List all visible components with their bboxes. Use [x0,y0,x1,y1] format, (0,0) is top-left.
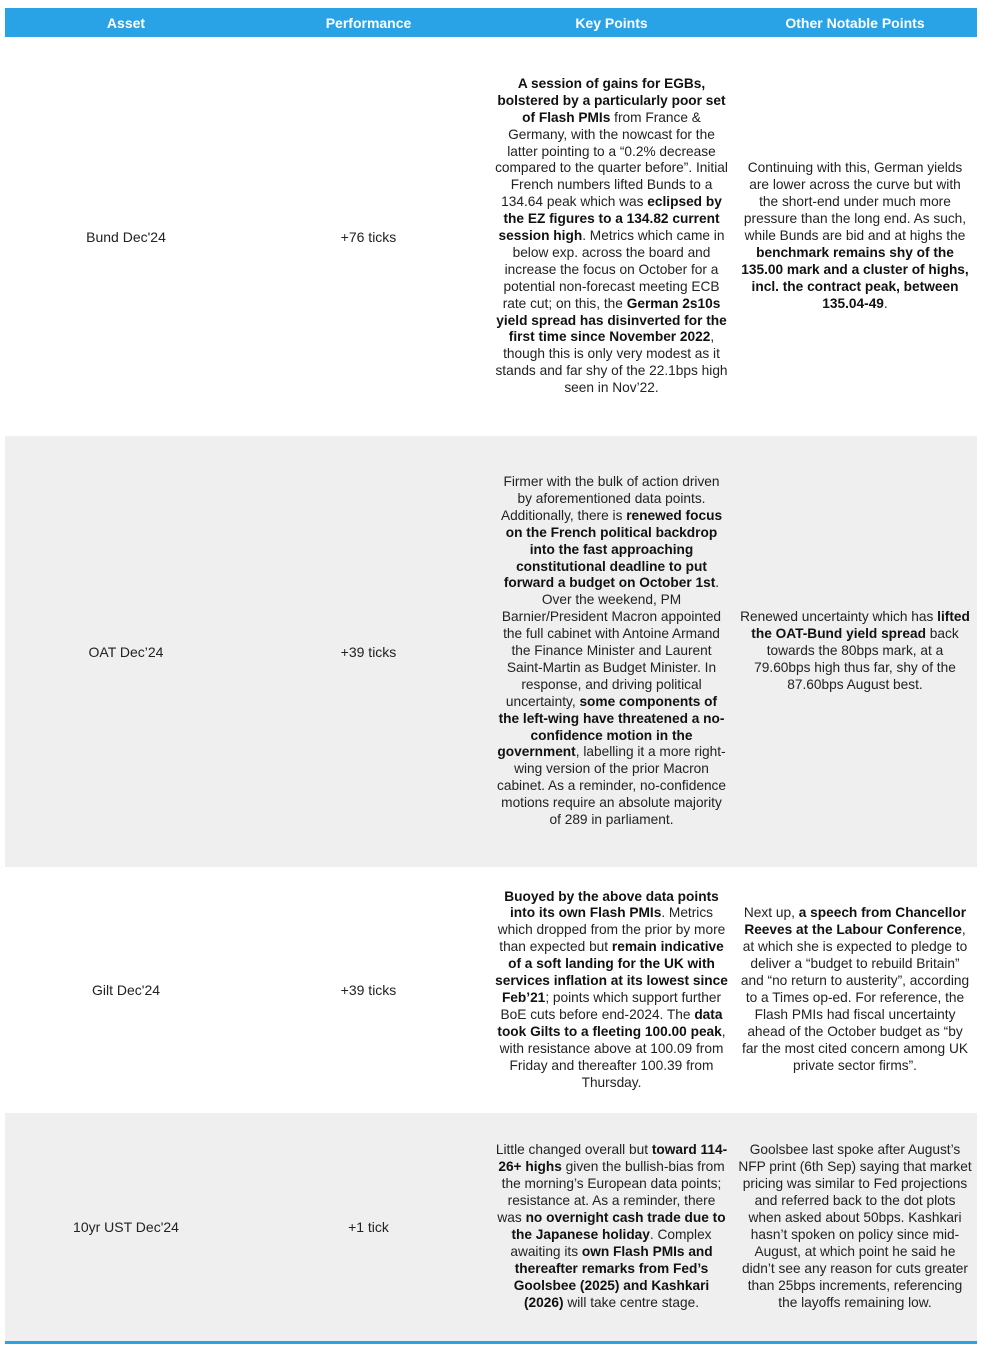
header-asset: Asset [106,14,146,31]
bold-text-segment: renewed focus on the French political backdrop into the fast approaching constitutional deadline to put forward a budget on October 1st [503,507,723,591]
text-segment: given the bullish-bias from the morning’s European data points; resistance at. As a reminder, there was [497,1159,725,1226]
key-points-cell [490,436,733,867]
bold-text-segment: data took Gilts to a fleeting 100.00 peak [497,1006,723,1039]
text-segment: Little changed overall but [495,1142,652,1158]
other-points-cell [733,37,977,436]
other-points-cell [733,867,977,1113]
performance-cell: +39 ticks [340,643,397,660]
asset-cell: Bund Dec'24 [86,228,166,245]
text-segment: from France & Germany, with the nowcast for the latter pointing to a “0.2% decrease compared to the quarter before”. Initial French numbers lifted Bunds to a 134.64 peak which was [495,109,728,210]
text-segment: ; points which support further BoE cuts before end-2024. The [500,990,722,1022]
text-segment: will take centre stage. [563,1294,699,1310]
text-segment: , labelling it a more right-wing version of the prior Macron cabinet. As a reminder, no-confidence motions require an absolute majority of 289 in parliament. [496,744,727,828]
performance-cell: +1 tick [348,1219,389,1235]
bold-text-segment: German 2s10s yield spread has disinverted for the first time since November 2022 [496,295,727,345]
header-key-points: Key Points [575,14,648,31]
text-segment: . Complex awaiting its [510,1227,712,1259]
text-segment: Next up, [743,905,799,921]
bold-text-segment: some components of the left-wing have threatened a no-confidence motion in the government [497,693,725,760]
performance-cell: +76 ticks [340,228,397,245]
bold-text-segment: eclipsed by the EZ figures to a 134.82 current session high [498,194,722,244]
asset-cell: 10yr UST Dec'24 [73,1219,179,1235]
header-performance: Performance [325,14,412,31]
table-header [5,8,977,37]
bold-text-segment: toward 114-26+ highs [498,1142,728,1175]
text-segment: , with resistance above at 100.09 from Friday and thereafter 100.39 from Thursday. [499,1023,726,1090]
text-segment: , at which she is expected to pledge to deliver a “budget to rebuild Britain” and “no return to austerity”, according to a Times op-ed. For reference, the Flash PMIs had fiscal uncertainty ahead of the October budget as “by far the most cited concern among UK private sector firms”. [740,922,970,1073]
bold-text-segment: remain indicative of a soft landing for the UK with services inflation at its lowest since Feb’21 [495,939,728,1005]
other-points-cell [733,436,977,867]
text-segment: back towards the 80bps mark, at a 79.60bps high thus far, shy of the 87.60bps August best. [754,626,959,692]
text-segment: Renewed uncertainty which has [740,609,938,625]
market-table [5,8,977,1344]
text-segment: . [883,295,888,311]
other-points-cell [733,1113,977,1341]
asset-cell: OAT Dec’24 [88,643,164,660]
asset-cell: Gilt Dec'24 [91,982,161,998]
bold-text-segment: own Flash PMIs and thereafter remarks from Fed’s Goolsbee (2025) and Kashkari (2026) [513,1243,713,1310]
text-segment: . Metrics which came in below exp. across the board and increase the focus on October for a potential non-forecast meeting ECB rate cut; on this, the [502,228,725,311]
text-segment: . Metrics which dropped from the prior by more than expected but [497,905,726,955]
table-row [5,867,977,1113]
bold-text-segment: lifted the OAT-Bund yield spread [751,609,970,642]
key-points-cell [490,37,733,436]
performance-cell: +39 ticks [340,982,397,998]
bold-text-segment: no overnight cash trade due to the Japanese holiday [511,1210,726,1242]
text-segment: Goolsbee last spoke after August’s NFP print (6th Sep) saying that market pricing was similar to Fed projections and referred back to the dot plots when asked about 50bps. Kashkari hasn’t spoken on policy since mid-August, at which point he said he didn’t see any reason for cuts greater than 25bps increments, referencing the layoffs remaining low. [738,1142,972,1310]
bold-text-segment: A session of gains for EGBs, bolstered by a particularly poor set of Flash PMIs [497,75,726,125]
text-segment: Continuing with this, German yields are lower across the curve but with the short-end under much more pressure than the long end. As such, while Bunds are bid and at highs the [743,160,967,244]
table-row [5,1113,977,1341]
table-row [5,436,977,867]
table-row [5,37,977,436]
text-segment: Firmer with the bulk of action driven by aforementioned data points. Additionally, there is [500,473,720,523]
bold-text-segment: a speech from Chancellor Reeves at the Labour Conference [744,905,967,938]
text-segment: , though this is only very modest as it stands and far shy of the 22.1bps high seen in Nov’22. [495,329,728,396]
key-points-cell [490,1113,733,1341]
key-points-cell [490,867,733,1113]
bold-text-segment: benchmark remains shy of the 135.00 mark and a cluster of highs, incl. the contract peak, between 135.04-49 [741,244,969,311]
bold-text-segment: Buoyed by the above data points into its own Flash PMIs [504,888,719,921]
text-segment: . Over the weekend, PM Barnier/President Macron appointed the full cabinet with Antoine Armand the Finance Minister and Laurent Saint-Martin as Budget Minister. In response, and driving political uncertainty, [501,575,722,709]
header-other-points: Other Notable Points [785,14,925,31]
